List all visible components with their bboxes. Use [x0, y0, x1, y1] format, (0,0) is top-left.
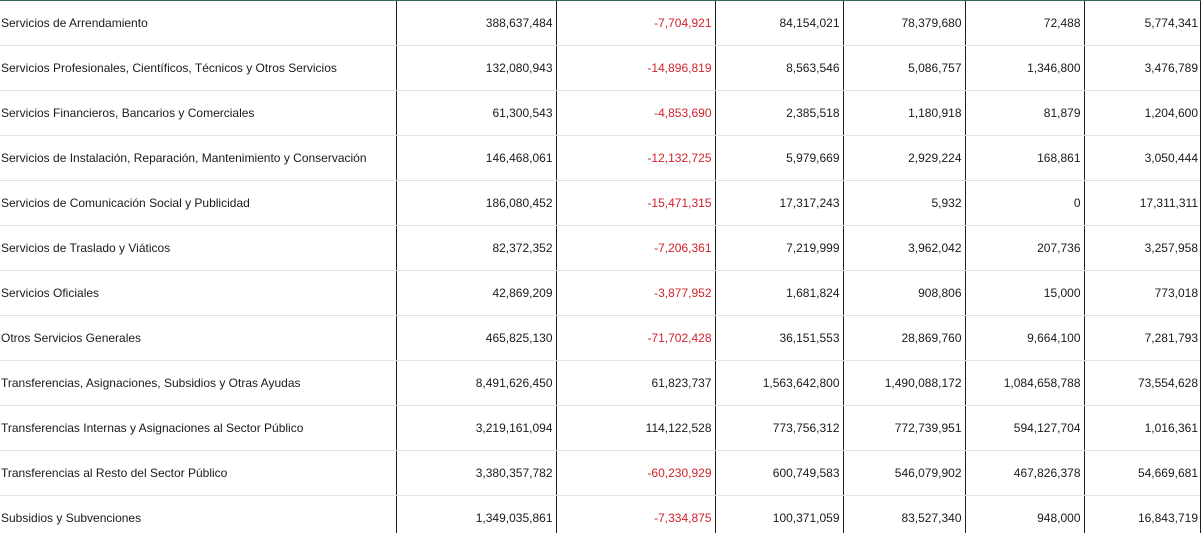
table-row: [0, 1, 1201, 46]
cell-value[interactable]: -7,206,361: [556, 226, 715, 271]
table-row: [0, 316, 1201, 361]
cell-value[interactable]: -15,471,315: [556, 181, 715, 226]
cell-value[interactable]: 546,079,902: [843, 451, 965, 496]
table-row: [0, 181, 1201, 226]
cell-value[interactable]: 28,869,760: [843, 316, 965, 361]
row-label[interactable]: Transferencias Internas y Asignaciones al Sector Público: [0, 406, 396, 451]
cell-value[interactable]: 72,488: [965, 1, 1084, 46]
cell-value[interactable]: 8,563,546: [715, 46, 843, 91]
cell-value[interactable]: 84,154,021: [715, 1, 843, 46]
cell-value[interactable]: 1,204,600: [1084, 91, 1201, 136]
row-label[interactable]: Otros Servicios Generales: [0, 316, 396, 361]
table-row: [0, 496, 1201, 533]
row-label[interactable]: Transferencias al Resto del Sector Público: [0, 451, 396, 496]
table-row: [0, 271, 1201, 316]
cell-value[interactable]: 61,823,737: [556, 361, 715, 406]
cell-value[interactable]: 1,681,824: [715, 271, 843, 316]
cell-value[interactable]: 1,084,658,788: [965, 361, 1084, 406]
cell-value[interactable]: 3,219,161,094: [396, 406, 556, 451]
cell-value[interactable]: 7,219,999: [715, 226, 843, 271]
cell-value[interactable]: 1,490,088,172: [843, 361, 965, 406]
cell-value[interactable]: 73,554,628: [1084, 361, 1201, 406]
table-row: [0, 361, 1201, 406]
cell-value[interactable]: 17,317,243: [715, 181, 843, 226]
cell-value[interactable]: 3,476,789: [1084, 46, 1201, 91]
cell-value[interactable]: 1,349,035,861: [396, 496, 556, 533]
row-label[interactable]: Subsidios y Subvenciones: [0, 496, 396, 533]
budget-table: [0, 1, 1201, 533]
cell-value[interactable]: 81,879: [965, 91, 1084, 136]
budget-table-body: [0, 1, 1201, 533]
cell-value[interactable]: 600,749,583: [715, 451, 843, 496]
cell-value[interactable]: 5,086,757: [843, 46, 965, 91]
cell-value[interactable]: 594,127,704: [965, 406, 1084, 451]
row-label[interactable]: Servicios Financieros, Bancarios y Comerciales: [0, 91, 396, 136]
cell-value[interactable]: 36,151,553: [715, 316, 843, 361]
cell-value[interactable]: 186,080,452: [396, 181, 556, 226]
cell-value[interactable]: 146,468,061: [396, 136, 556, 181]
table-row: [0, 91, 1201, 136]
row-label[interactable]: Transferencias, Asignaciones, Subsidios y Otras Ayudas: [0, 361, 396, 406]
table-row: [0, 226, 1201, 271]
cell-value[interactable]: 5,774,341: [1084, 1, 1201, 46]
table-row: [0, 451, 1201, 496]
cell-value[interactable]: -60,230,929: [556, 451, 715, 496]
cell-value[interactable]: 773,756,312: [715, 406, 843, 451]
cell-value[interactable]: -14,896,819: [556, 46, 715, 91]
cell-value[interactable]: 2,385,518: [715, 91, 843, 136]
cell-value[interactable]: 83,527,340: [843, 496, 965, 533]
row-label[interactable]: Servicios de Arrendamiento: [0, 1, 396, 46]
cell-value[interactable]: 207,736: [965, 226, 1084, 271]
cell-value[interactable]: 100,371,059: [715, 496, 843, 533]
cell-value[interactable]: -12,132,725: [556, 136, 715, 181]
cell-value[interactable]: 3,380,357,782: [396, 451, 556, 496]
cell-value[interactable]: 388,637,484: [396, 1, 556, 46]
cell-value[interactable]: 948,000: [965, 496, 1084, 533]
cell-value[interactable]: -3,877,952: [556, 271, 715, 316]
cell-value[interactable]: 54,669,681: [1084, 451, 1201, 496]
row-label[interactable]: Servicios Oficiales: [0, 271, 396, 316]
table-row: [0, 46, 1201, 91]
cell-value[interactable]: -7,704,921: [556, 1, 715, 46]
cell-value[interactable]: 1,180,918: [843, 91, 965, 136]
cell-value[interactable]: 15,000: [965, 271, 1084, 316]
cell-value[interactable]: -7,334,875: [556, 496, 715, 533]
cell-value[interactable]: 78,379,680: [843, 1, 965, 46]
table-row: [0, 406, 1201, 451]
cell-value[interactable]: 3,962,042: [843, 226, 965, 271]
cell-value[interactable]: 3,050,444: [1084, 136, 1201, 181]
cell-value[interactable]: 8,491,626,450: [396, 361, 556, 406]
row-label[interactable]: Servicios de Traslado y Viáticos: [0, 226, 396, 271]
cell-value[interactable]: 16,843,719: [1084, 496, 1201, 533]
cell-value[interactable]: -4,853,690: [556, 91, 715, 136]
cell-value[interactable]: 114,122,528: [556, 406, 715, 451]
cell-value[interactable]: 3,257,958: [1084, 226, 1201, 271]
cell-value[interactable]: 61,300,543: [396, 91, 556, 136]
cell-value[interactable]: 132,080,943: [396, 46, 556, 91]
row-label[interactable]: Servicios de Comunicación Social y Publicidad: [0, 181, 396, 226]
cell-value[interactable]: 0: [965, 181, 1084, 226]
row-label[interactable]: Servicios de Instalación, Reparación, Mantenimiento y Conservación: [0, 136, 396, 181]
cell-value[interactable]: 2,929,224: [843, 136, 965, 181]
cell-value[interactable]: 772,739,951: [843, 406, 965, 451]
cell-value[interactable]: 42,869,209: [396, 271, 556, 316]
cell-value[interactable]: -71,702,428: [556, 316, 715, 361]
row-label[interactable]: Servicios Profesionales, Científicos, Técnicos y Otros Servicios: [0, 46, 396, 91]
cell-value[interactable]: 1,346,800: [965, 46, 1084, 91]
cell-value[interactable]: 17,311,311: [1084, 181, 1201, 226]
cell-value[interactable]: 82,372,352: [396, 226, 556, 271]
cell-value[interactable]: 168,861: [965, 136, 1084, 181]
cell-value[interactable]: 467,826,378: [965, 451, 1084, 496]
cell-value[interactable]: 1,563,642,800: [715, 361, 843, 406]
cell-value[interactable]: 465,825,130: [396, 316, 556, 361]
cell-value[interactable]: 773,018: [1084, 271, 1201, 316]
cell-value[interactable]: 7,281,793: [1084, 316, 1201, 361]
cell-value[interactable]: 908,806: [843, 271, 965, 316]
cell-value[interactable]: 5,932: [843, 181, 965, 226]
cell-value[interactable]: 9,664,100: [965, 316, 1084, 361]
table-row: [0, 136, 1201, 181]
cell-value[interactable]: 1,016,361: [1084, 406, 1201, 451]
cell-value[interactable]: 5,979,669: [715, 136, 843, 181]
